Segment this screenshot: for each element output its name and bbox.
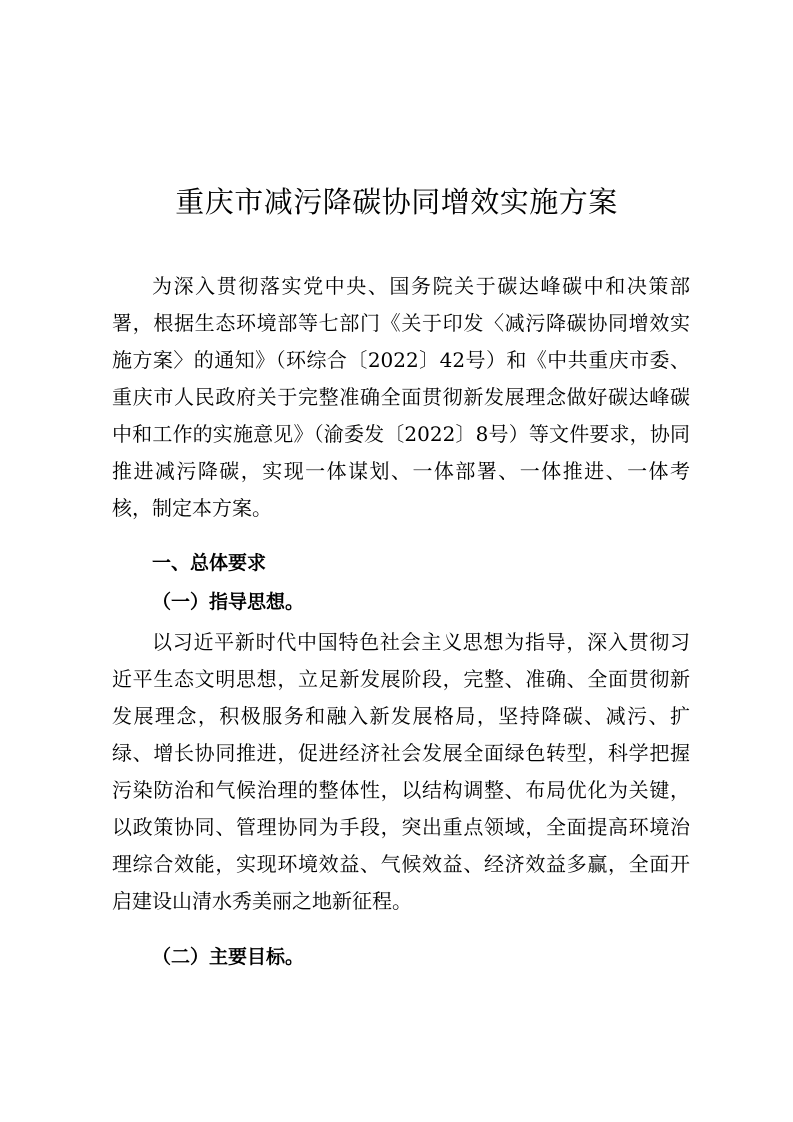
subsection-heading-main-targets: （二）主要目标。 — [152, 946, 305, 968]
subsection-heading-guiding-ideology: （一）指导思想。 — [152, 591, 305, 613]
section-heading-overall-requirements: 一、总体要求 — [152, 552, 267, 574]
document-title: 重庆市减污降碳协同增效实施方案 — [175, 185, 618, 219]
guiding-ideology-paragraph: 以习近平新时代中国特色社会主义思想为指导，深入贯彻习近平生态文明思想，立足新发展阶段，完整、准确、全面贯彻新发展理念，积极服务和融入新发展格局，坚持降碳、减污、扩绿、增长协同推进，促进经济社会发展全面绿色转型，科学把握污染防治和气候治理的整体性，以结构调整、布局优化为关键，以政策协同、管理协同为手段，突出重点领域，全面提高环境治理综合效能，实现环境效益、气候效益、经济效益多赢，全面开启建设山清水秀美丽之地新征程。 — [112, 630, 690, 913]
intro-paragraph: 为深入贯彻落实党中央、国务院关于碳达峰碳中和决策部署，根据生态环境部等七部门《关于印发〈减污降碳协同增效实施方案〉的通知》（环综合〔2022〕42号）和《中共重庆市委、重庆市人民政府关于完整准确全面贯彻新发展理念做好碳达峰碳中和工作的实施意见》（渝委发〔2022〕8号）等文件要求，协同推进减污降碳，实现一体谋划、一体部署、一体推进、一体考核，制定本方案。 — [112, 274, 690, 520]
